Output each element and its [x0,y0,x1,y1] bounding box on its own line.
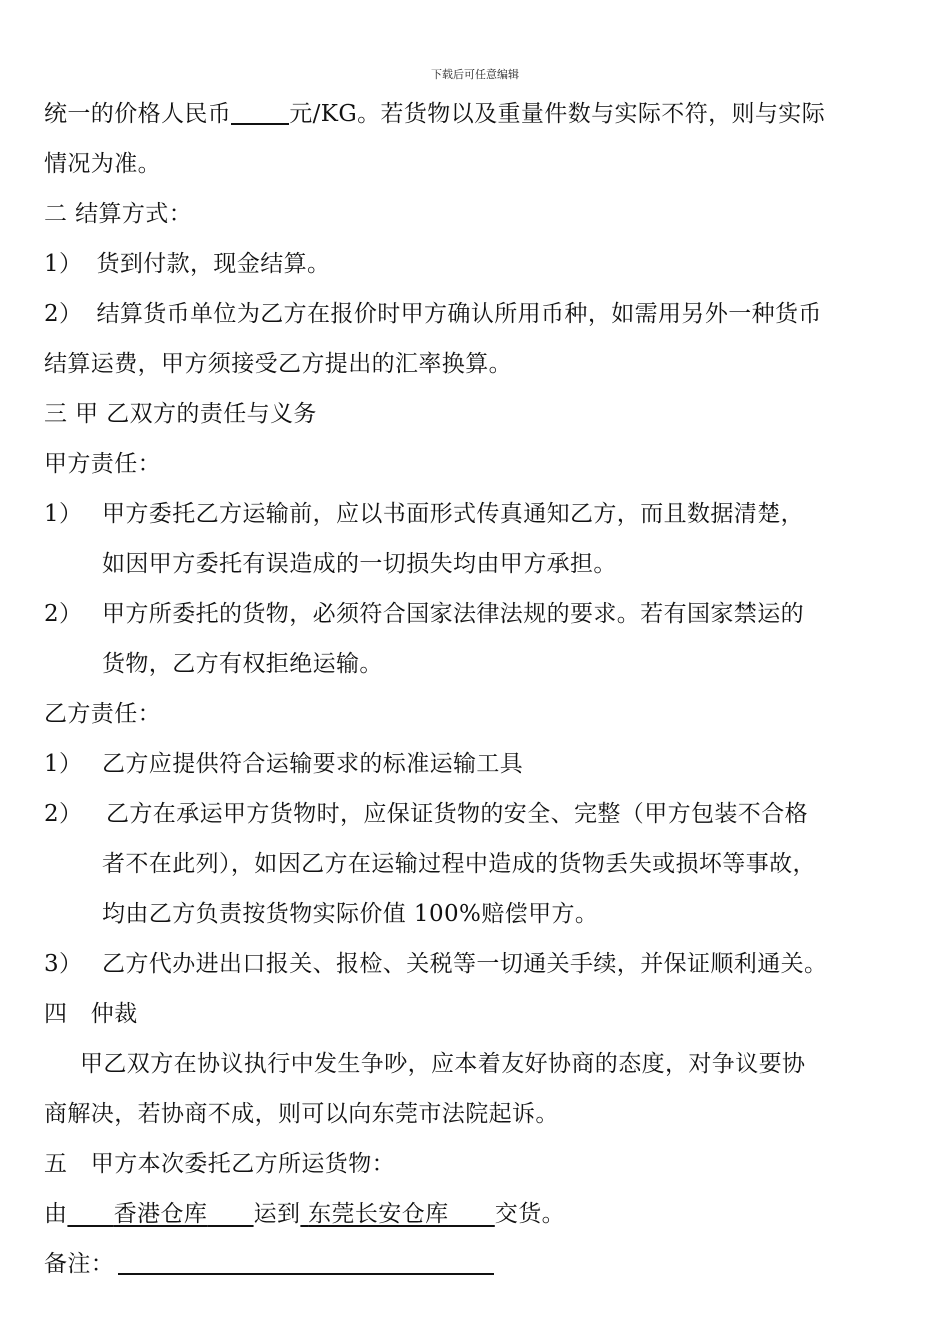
item-text: 货到付款，现金结算。 [96,251,331,277]
settlement-item-2-cont: 结算运费，甲方须接受乙方提出的汇率换算。 [44,351,512,377]
route-line [44,1199,565,1229]
origin-value: 香港仓库 [113,1201,208,1227]
party-b-item-2-cont-1: 者不在此列），如因乙方在运输过程中造成的货物丢失或损坏等事故， [102,851,816,877]
item-number: 2） [44,301,83,327]
item-number: 1） [44,501,83,527]
download-watermark: 下载后可任意编辑 [431,68,519,81]
party-b-item-3 [44,949,827,979]
section-5-title: 五 甲方本次委托乙方所运货物： [44,1151,395,1177]
settlement-item-1 [44,249,330,279]
item-number: 2） [44,801,83,827]
from-label: 由 [44,1201,68,1227]
item-text: 结算货币单位为乙方在报价时甲方确认所用币种，如需用另外一种货币 [96,301,822,327]
remarks-label: 备注： [44,1251,115,1277]
party-a-item-2-cont: 货物，乙方有权拒绝运输。 [102,651,383,677]
remarks-blank[interactable] [118,1251,494,1275]
price-suffix: 元/KG。若货物以及重量件数与实际不符，则与实际 [289,101,826,127]
party-a-item-2 [44,599,804,629]
price-line-cont: 情况为准。 [44,151,161,177]
item-text: 甲方委托乙方运输前，应以书面形式传真通知乙方，而且数据清楚， [102,501,804,527]
section-2-title: 二 结算方式： [44,201,193,227]
party-b-item-1 [44,749,523,779]
item-number: 2） [44,601,83,627]
party-a-item-1-cont: 如因甲方委托有误造成的一切损失均由甲方承担。 [102,551,617,577]
item-text: 乙方代办进出口报关、报检、关税等一切通关手续，并保证顺利通关。 [102,951,828,977]
arbitration-text-cont: 商解决，若协商不成，则可以向东莞市法院起诉。 [44,1101,559,1127]
party-a-item-1 [44,499,804,529]
delivery-label: 交货。 [494,1201,565,1227]
price-prefix: 统一的价格人民币 [44,101,232,127]
party-b-heading: 乙方责任： [44,701,161,727]
item-text: 乙方在承运甲方货物时，应保证货物的安全、完整（甲方包装不合格 [106,801,808,827]
section-4-title: 四 仲裁 [44,1001,138,1027]
party-b-item-2-cont-2: 均由乙方负责按货物实际价值 100%赔偿甲方。 [102,901,599,927]
to-label: 运到 [253,1201,301,1227]
price-line [44,99,825,129]
settlement-item-2 [44,299,822,329]
remarks-line [44,1249,494,1279]
origin-field[interactable] [67,1201,253,1227]
section-3-title: 三 甲 乙双方的责任与义务 [44,401,317,427]
destination-field[interactable] [300,1201,494,1227]
price-blank[interactable] [231,101,289,125]
item-text: 乙方应提供符合运输要求的标准运输工具 [102,751,524,777]
item-text: 甲方所委托的货物，必须符合国家法律法规的要求。若有国家禁运的 [102,601,804,627]
item-number: 3） [44,951,83,977]
party-a-heading: 甲方责任： [44,451,161,477]
arbitration-text: 甲乙双方在协议执行中发生争吵，应本着友好协商的态度，对争议要协 [80,1051,806,1077]
item-number: 1） [44,751,83,777]
destination-value: 东莞长安仓库 [308,1201,449,1227]
item-number: 1） [44,251,83,277]
party-b-item-2 [44,799,808,829]
